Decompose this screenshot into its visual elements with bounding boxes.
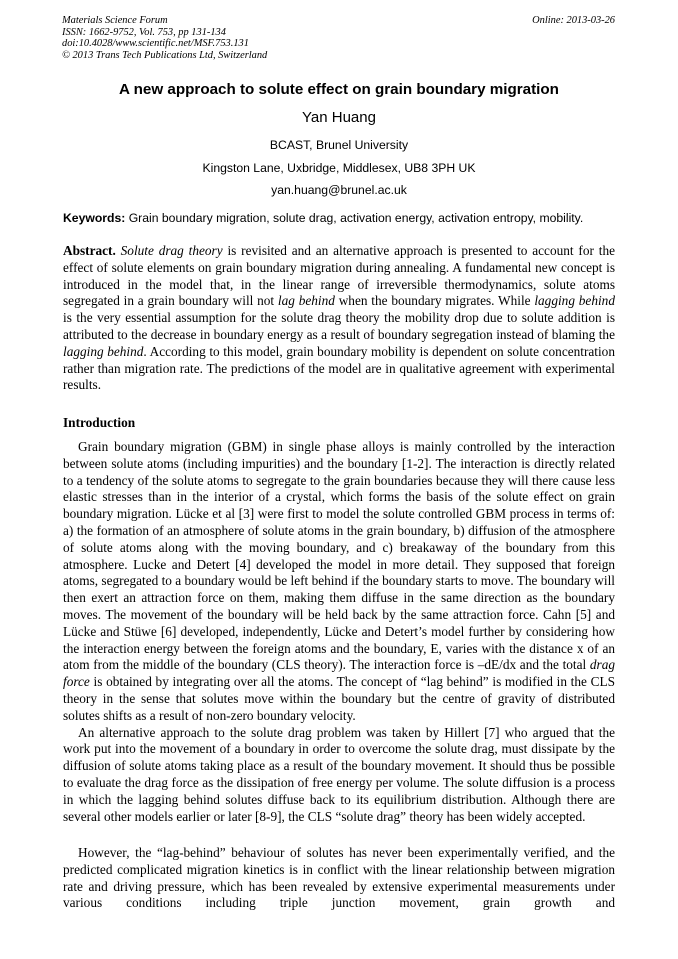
abstract: [63, 243, 615, 394]
author-name: Yan Huang: [302, 109, 376, 126]
author-email: yan.huang@brunel.ac.uk: [271, 183, 407, 197]
text-run: . According to this model, grain boundary mobility is dependent on solute concentration rather than migration rate. The predictions of the model are in qualitative agreement with experimental results.: [63, 343, 615, 393]
keywords-label: Keywords:: [63, 211, 126, 225]
intro-paragraph-3: However, the “lag-behind” behaviour of solutes has never been experimentally verified, and the predicted complicated migration kinetics is in conflict with the linear relationship between migration rate and driving pressure, which has been revealed by extensive experimental measurements under various conditions including triple junction movement, grain growth and: [63, 845, 615, 911]
paper-title: A new approach to solute effect on grain boundary migration: [119, 81, 559, 98]
emphasized-text: lagging behind: [534, 293, 615, 309]
copyright: © 2013 Trans Tech Publications Ltd, Switzerland: [62, 49, 268, 61]
abstract-paragraph: [63, 243, 615, 394]
introduction-body: [63, 439, 615, 825]
text-run: Grain boundary migration (GBM) in single phase alloys is mainly controlled by the interaction between solute atoms (including impurities) and the boundary [1-2]. The interaction is directly related to a tendency of the solute atoms to segregate to the grain boundaries because they will there cause less elastic stresses than in the interior of a crystal, which forms the basis of the solute effect on grain boundary migration. Lücke et al [3] were first to model the solute controlled GBM process in terms of: a) the formation of an atmosphere of solute atoms in the grain boundary, b) diffusion of the atmosphere of solute atoms along with the moving boundary, and c) breakaway of the boundary from this atmosphere. Lucke and Detert [4] developed the model in more detail. They supposed that foreign atoms, segregated to a boundary would be left behind if the boundary starts to move. The boundary will then exert an attraction force on them, making them diffuse in the same direction as the boundary moves. The movement of the boundary will be held back by the same attraction force. Cahn [5] and Lücke and Stüwe [6] developed, independently, Lücke and Detert’s model further by considering how the interaction energy between the foreign atoms and the boundary, E, varies with the distance x of an atom from the middle of the boundary (CLS theory). The interaction force is –dE/dx and the total: [63, 439, 615, 673]
intro-paragraph-2: An alternative approach to the solute drag problem was taken by Hillert [7] who argued that the work put into the movement of a boundary in order to overcome the solute drag, must dissipate by the diffusion of solute atoms taking place as a result of the boundary movement. It should thus be possible to evaluate the drag force as the dissipation of free energy per volume. The solute diffusion is a process in which the lagging behind solutes diffuse back to its equilibrium distribution. Although there are several other models earlier or later [8-9], the CLS “solute drag” theory has been widely accepted.: [63, 724, 615, 824]
text-run: is revisited and an alternative approach is presented to account for the effect of solute elements on grain boundary migration during annealing. A fundamental new concept is introduced in the model that, in the linear range of irreversible thermodynamics, solute atoms segregated in a grain boundary will not: [63, 243, 615, 309]
text-run: is obtained by integrating over all the atoms. The concept of “lag behind” is modified in the CLS theory in the sense that solutes move within the boundary but the centre of gravity of distributed solutes shifts as a result of non-zero boundary velocity.: [63, 674, 615, 723]
section-heading-introduction: Introduction: [63, 415, 136, 430]
affiliation-institution: BCAST, Brunel University: [269, 138, 409, 152]
emphasized-text: drag force: [63, 657, 615, 690]
abstract-label: Abstract.: [63, 243, 116, 258]
online-date: Online: 2013-03-26: [532, 15, 615, 26]
text-run: is the very essential assumption for the solute drag theory the mobility drop due to solute addition is attributed to the decrease in boundary energy as a result of boundary segregation instead of blaming the: [63, 310, 615, 342]
journal-info: [62, 15, 267, 61]
affiliation-address: Kingston Lane, Uxbridge, Middlesex, UB8 3PH UK: [202, 161, 476, 175]
issn: ISSN: 1662-9752, Vol. 753, pp 131-134: [62, 26, 226, 38]
journal-name: Materials Science Forum: [62, 15, 168, 26]
text-run: when the boundary migrates. While: [334, 293, 535, 309]
keywords-text: Grain boundary migration, solute drag, activation energy, activation entropy, mobility.: [125, 211, 584, 225]
emphasized-text: Solute drag theory: [120, 243, 223, 258]
keywords: [63, 211, 623, 225]
intro-paragraph-1: [63, 439, 615, 725]
emphasized-text: lagging behind: [63, 343, 144, 359]
intro-paragraph-3-block: [63, 845, 615, 912]
doi: doi:10.4028/www.scientific.net/MSF.753.131: [62, 38, 249, 50]
emphasized-text: lag behind: [277, 293, 335, 309]
